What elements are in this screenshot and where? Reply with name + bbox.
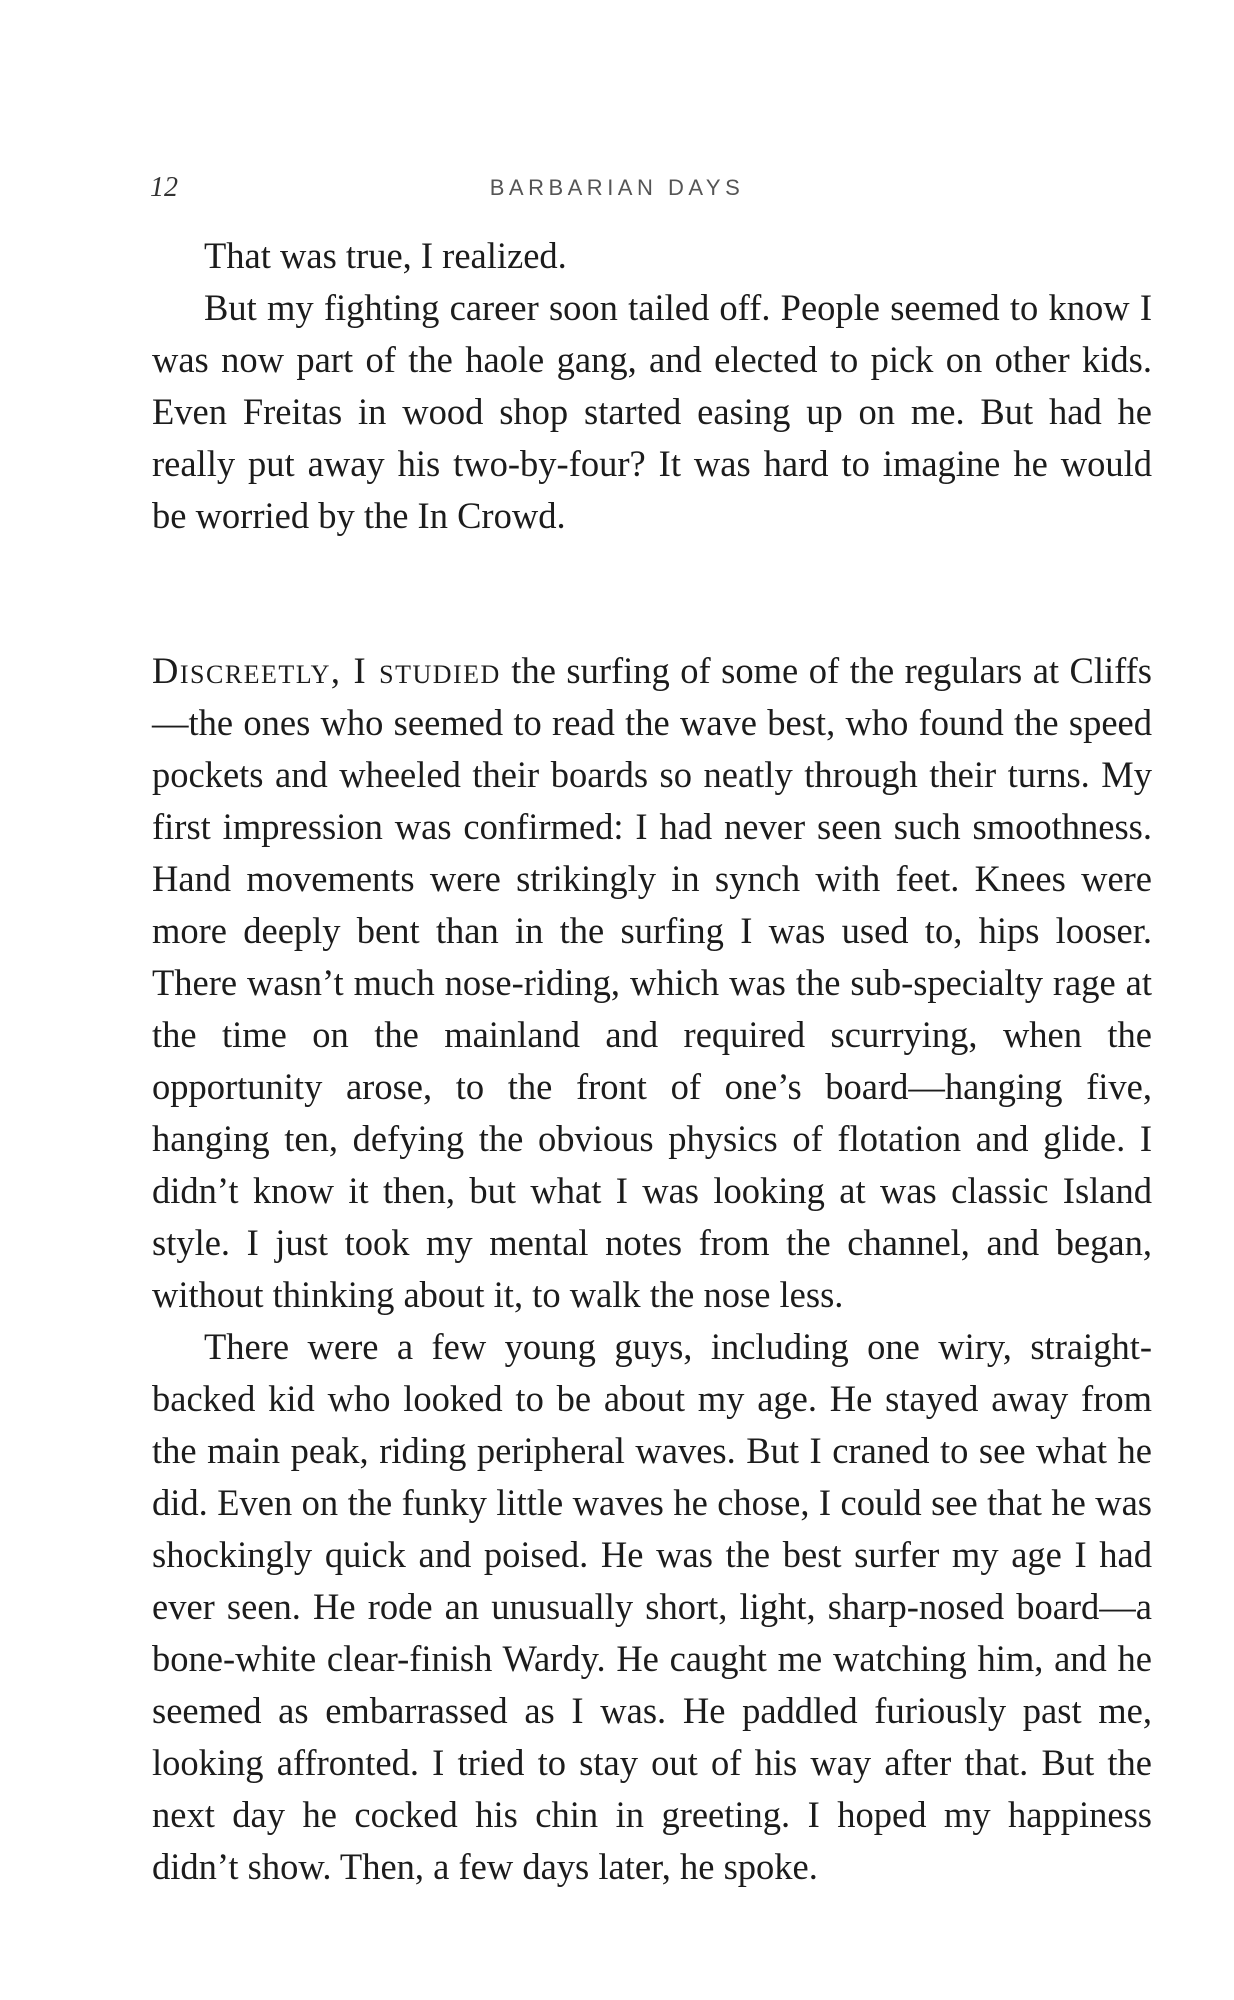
- paragraph-text: the surfing of some of the regulars at Cliffs—the ones who seemed to read the wave best, who found the speed pockets and wheeled their boards so neatly through their turns. My first impression was confirmed: I had never seen such smoothness. Hand movements were strikingly in synch with feet. Knees were more deeply bent than in the surfing I was used to, hips looser. There wasn’t much nose-riding, which was the sub-specialty rage at the time on the mainland and required scurrying, when the opportunity arose, to the front of one’s board—hanging five, hanging ten, defying the obvious physics of flotation and glide. I didn’t know it then, but what I was looking at was classic Island style. I just took my mental notes from the channel, and began, without thinking about it, to walk the nose less.: [152, 650, 1152, 1315]
- page-number: 12: [150, 172, 178, 203]
- paragraph: There were a few young guys, including one wiry, straight-backed kid who looked to be about my age. He stayed away from the main peak, riding peripheral waves. But I craned to see what he did. Even on the funky little waves he chose, I could see that he was shockingly quick and poised. He was the best surfer my age I had ever seen. He rode an unusually short, light, sharp-nosed board—a bone-white clear-finish Wardy. He caught me watching him, and he seemed as embarrassed as I was. He paddled furiously past me, looking affronted. I tried to stay out of his way after that. But the next day he cocked his chin in greeting. I hoped my happiness didn’t show. Then, a few days later, he spoke.: [152, 1326, 1152, 1887]
- paragraph: That was true, I realized.: [204, 235, 567, 276]
- book-title: BARBARIAN DAYS: [489, 175, 745, 200]
- section-one: [152, 230, 1152, 542]
- section-two: [152, 645, 1152, 1893]
- running-head: [0, 168, 1234, 208]
- paragraph: But my fighting career soon tailed off. People seemed to know I was now part of the haole gang, and elected to pick on other kids. Even Freitas in wood shop started easing up on me. But had he really put away his two-by-four? It was hard to imagine he would be worried by the In Crowd.: [152, 287, 1152, 536]
- section-lead-in: Discreetly, I studied: [152, 650, 501, 691]
- section-opening-paragraph: [152, 645, 1152, 1321]
